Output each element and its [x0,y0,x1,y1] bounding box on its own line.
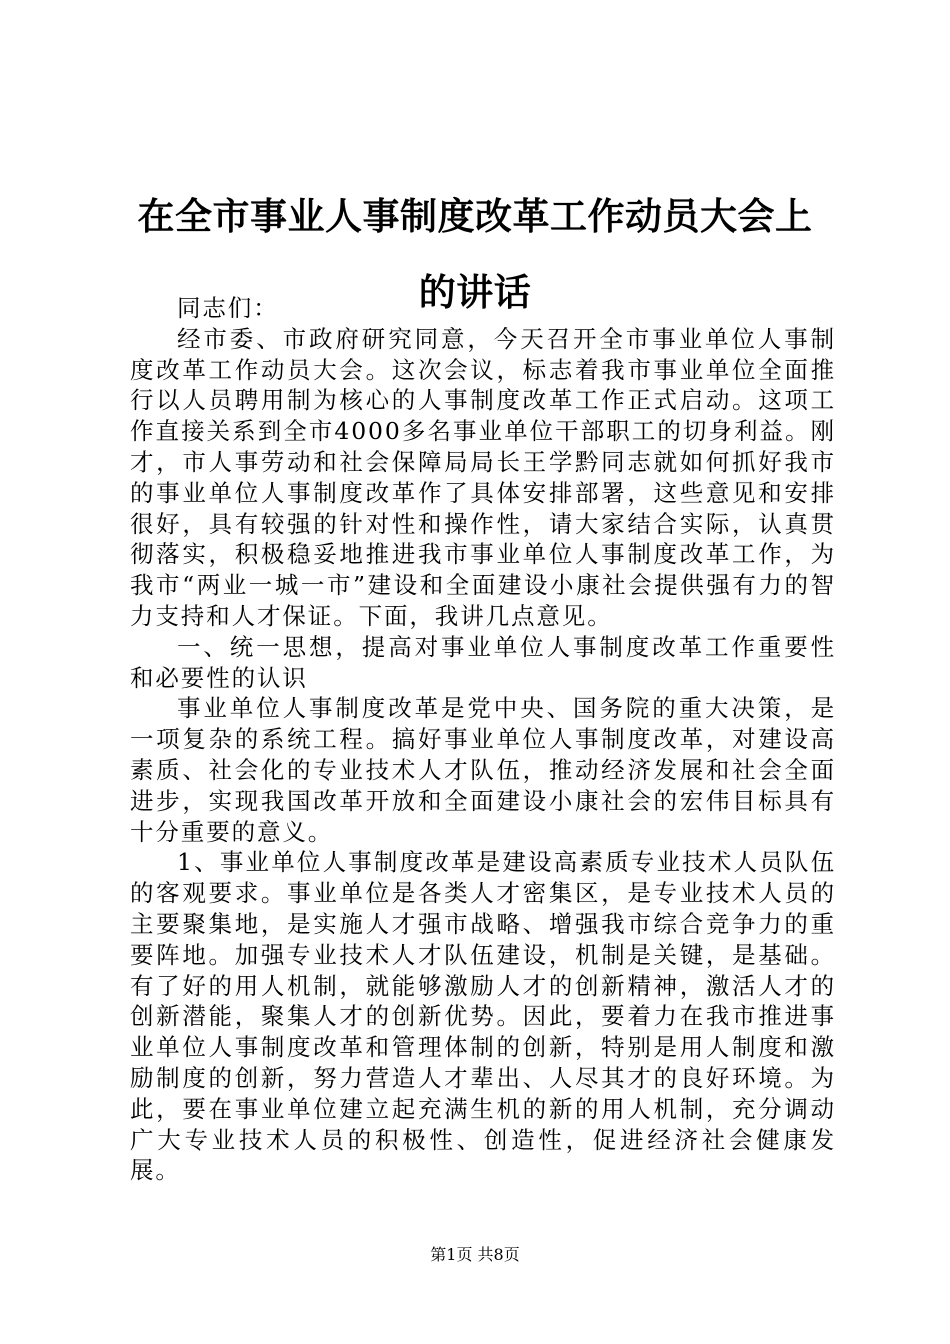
document-title: 在全市事业人事制度改革工作动员大会上的讲话 [137,194,813,314]
section-heading: 一、统一思想，提高对事业单位人事制度改革工作重要性和必要性的认识 [130,632,836,692]
paragraph-point-1: 1、事业单位人事制度改革是建设高素质专业技术人员队伍的客观要求。事业单位是各类人才密集区，是专业技术人员的主要聚集地，是实施人才强市战略、增强我市综合竞争力的重要阵地。加强专业技术人才队伍建设，机制是关键，是基础。有了好的用人机制，就能够激励人才的创新精神，激活人才的创新潜能，聚集人才的创新优势。因此，要着力在我市推进事业单位人事制度改革和管理体制的创新，特别是用人制度和激励制度的创新，努力营造人才辈出、人尽其才的良好环境。为此，要在事业单位建立起充满生机的新的用人机制，充分调动广大专业技术人员的积极性、创造性，促进经济社会健康发展。 [130,848,836,1185]
paragraph-intro: 经市委、市政府研究同意，今天召开全市事业单位人事制度改革工作动员大会。这次会议，标志着我市事业单位全面推行以人员聘用制为核心的人事制度改革工作正式启动。这项工作直接关系到全市4000多名事业单位干部职工的切身利益。刚才，市人事劳动和社会保障局局长王学黔同志就如何抓好我市的事业单位人事制度改革作了具体安排部署，这些意见和安排很好，具有较强的针对性和操作性，请大家结合实际，认真贯彻落实，积极稳妥地推进我市事业单位人事制度改革工作，为我市“两业一城一市”建设和全面建设小康社会提供强有力的智力支持和人才保证。下面，我讲几点意见。 [130,324,836,630]
page-footer: 第1页 共8页 [430,1245,520,1264]
salutation: 同志们： [177,294,279,322]
paragraph-background: 事业单位人事制度改革是党中央、国务院的重大决策，是一项复杂的系统工程。搞好事业单位人事制度改革，对建设高素质、社会化的专业技术人才队伍，推动经济发展和社会全面进步，实现我国改革开放和全面建设小康社会的宏伟目标具有十分重要的意义。 [130,694,836,846]
document-body [130,293,836,1186]
